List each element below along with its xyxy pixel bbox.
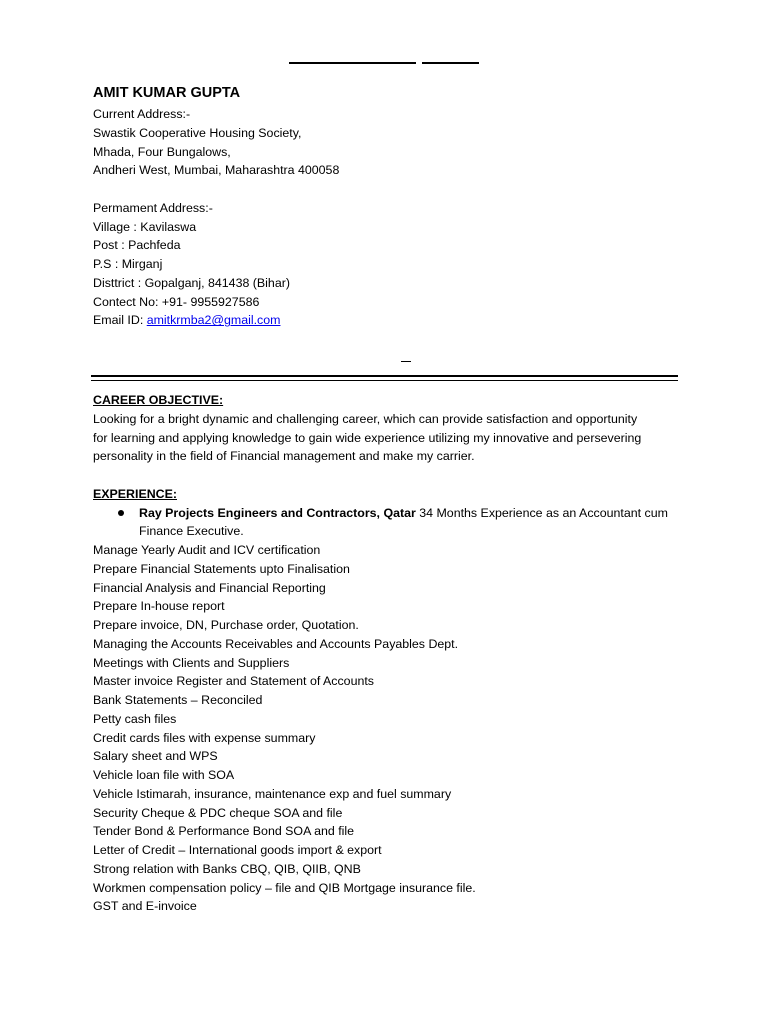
- email-link[interactable]: amitkrmba2@gmail.com: [146, 313, 281, 328]
- duty-item: Financial Analysis and Financial Reporting: [93, 580, 326, 595]
- duty-item: GST and E-invoice: [93, 899, 197, 914]
- duty-item: Workmen compensation policy – file and QIB Mortgage insurance file.: [93, 880, 476, 895]
- spacer: [93, 466, 683, 485]
- duty-item: Credit cards files with expense summary: [93, 730, 316, 745]
- duty-item: Meetings with Clients and Suppliers: [93, 655, 290, 670]
- duty-item: Managing the Accounts Receivables and Accounts Payables Dept.: [93, 636, 459, 651]
- duty-item: Salary sheet and WPS: [93, 749, 218, 764]
- candidate-name: AMIT KUMAR GUPTA: [93, 85, 241, 101]
- duty-item: Petty cash files: [93, 711, 177, 726]
- permanent-address-line: Disttrict : Gopalganj, 841438 (Bihar): [93, 275, 290, 290]
- duty-item: Security Cheque & PDC cheque SOA and file: [93, 805, 343, 820]
- header-rule-left: [289, 62, 416, 64]
- current-address-label: Current Address:-: [93, 107, 191, 121]
- duty-item: Prepare Financial Statements upto Finalisation: [93, 561, 350, 576]
- permanent-address-line: Post : Pachfeda: [93, 238, 181, 253]
- duty-item: Strong relation with Banks CBQ, QIB, QIIB, QNB: [93, 861, 361, 876]
- career-objective-heading: CAREER OBJECTIVE:: [93, 393, 224, 407]
- email-label: Email ID:: [93, 313, 147, 328]
- experience-entry: [93, 504, 683, 542]
- section-divider-bottom: [91, 380, 678, 381]
- resume-body: [93, 391, 683, 916]
- email-row: [93, 311, 683, 330]
- duty-item: Prepare In-house report: [93, 599, 225, 614]
- permanent-address-label: Permament Address:-: [93, 200, 213, 215]
- experience-heading: EXPERIENCE:: [93, 486, 177, 501]
- company-name: Ray Projects Engineers and Contractors, Qatar: [139, 505, 416, 520]
- company-detail: 34 Months Experience as an Accountant cum Finance Executive.: [139, 505, 668, 539]
- spacer: [93, 180, 683, 199]
- objective-line: personality in the field of Financial management and make my carrier.: [93, 449, 475, 464]
- contact-number: Contect No: +91- 9955927586: [93, 294, 260, 309]
- header-rule-right: [422, 62, 479, 64]
- duty-item: Manage Yearly Audit and ICV certification: [93, 543, 321, 557]
- permanent-address-line: Village : Kavilaswa: [93, 219, 197, 234]
- current-address-line: Swastik Cooperative Housing Society,: [93, 125, 302, 140]
- duty-item: Tender Bond & Performance Bond SOA and file: [93, 824, 355, 839]
- objective-line: Looking for a bright dynamic and challenging career, which can provide satisfaction and opportunity: [93, 411, 638, 426]
- duty-item: Prepare invoice, DN, Purchase order, Quotation.: [93, 618, 359, 632]
- resume-page: [93, 82, 683, 330]
- objective-line: for learning and applying knowledge to gain wide experience utilizing my innovative and persevering: [93, 430, 642, 445]
- section-divider-top: [91, 375, 678, 377]
- duty-item: Master invoice Register and Statement of Accounts: [93, 674, 374, 689]
- current-address-line: Andheri West, Mumbai, Maharashtra 400058: [93, 163, 340, 178]
- duty-item: Letter of Credit – International goods import & export: [93, 843, 382, 857]
- duty-item: Vehicle Istimarah, insurance, maintenance exp and fuel summary: [93, 786, 452, 801]
- duty-item: Bank Statements – Reconciled: [93, 693, 263, 707]
- small-dash-mark: [401, 361, 411, 362]
- permanent-address-line: P.S : Mirganj: [93, 257, 163, 271]
- bullet-icon: [118, 510, 124, 516]
- duty-item: Vehicle loan file with SOA: [93, 768, 235, 782]
- current-address-line: Mhada, Four Bungalows,: [93, 144, 231, 159]
